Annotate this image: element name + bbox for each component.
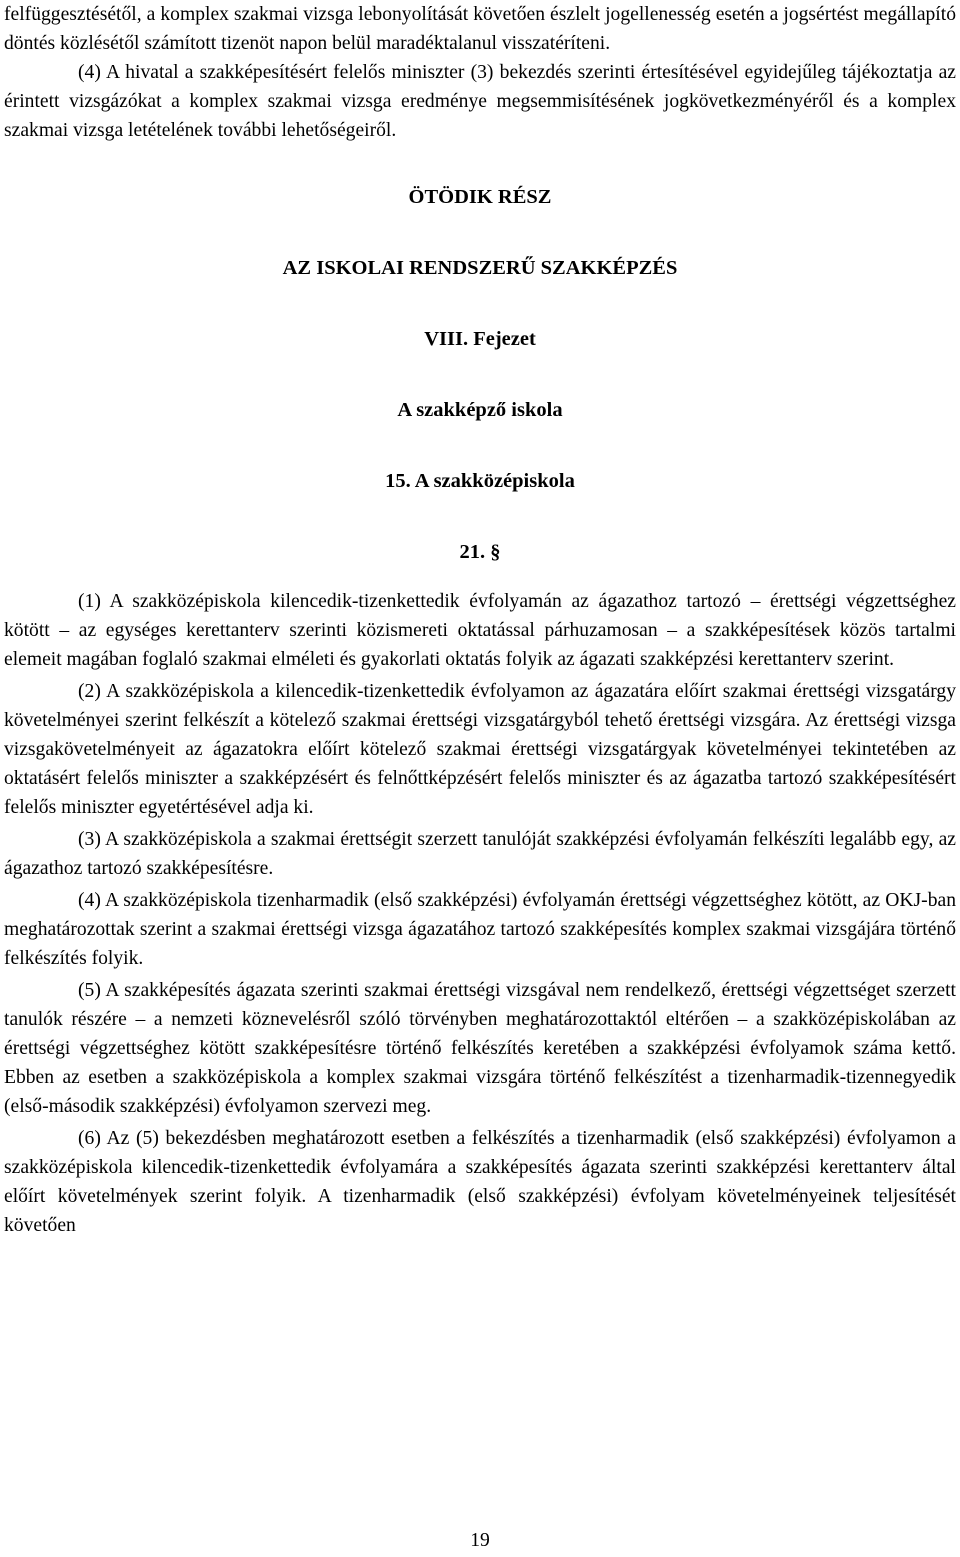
document-page — [4, 0, 956, 1240]
page-number: 19 — [470, 1530, 490, 1551]
continued-paragraph: felfüggesztésétől, a komplex szakmai vizsga lebonyolítását követően észlelt jogellenesség esetén a jogsértést megállapító döntés közlésétől számított tizenöt napon belül maradéktalanul visszatéríteni. — [4, 4, 956, 54]
paragraph-5: (5) A szakképesítés ágazata szerinti szakmai érettségi vizsgával nem rendelkező, érettségi végzettséget szerzett tanulók részére – a nemzeti köznevelésről szóló törvényben meghatározottaktól eltérően – a szakközépiskolában az érettségi végzettséghez kötött szakképesítésre történő felkészítés keretében a szakképzési évfolyamok száma kettő. Ebben az esetben a szakközépiskola a komplex szakmai vizsgára történő felkészítést a tizenharmadik-tizennegyedik (első-második szakképzési) évfolyamon szervezi meg. — [4, 980, 956, 1117]
section-heading: 15. A szakközépiskola — [385, 470, 575, 492]
chapter-heading: VIII. Fejezet — [424, 328, 536, 350]
paragraph-mark-heading: 21. § — [459, 541, 501, 563]
chapter-title-heading: A szakképző iskola — [397, 399, 563, 421]
paragraph-4-notification: (4) A hivatal a szakképesítésért felelős miniszter (3) bekezdés szerinti értesítésével egyidejűleg tájékoztatja az érintett vizsgázókat a komplex szakmai vizsga eredménye megsemmisítésének jogkövetkezményéről és a komplex szakmai vizsga letételének további lehetőségeiről. — [4, 62, 956, 141]
paragraph-3: (3) A szakközépiskola a szakmai érettségit szerzett tanulóját szakképzési évfolyamán felkészíti legalább egy, az ágazathoz tartozó szakképesítésre. — [4, 829, 956, 879]
part-heading: ÖTÖDIK RÉSZ — [408, 186, 552, 208]
paragraph-6: (6) Az (5) bekezdésben meghatározott esetben a felkészítés a tizenharmadik (első szakképzési) évfolyamon a szakközépiskola kilencedik-tizenkettedik évfolyamára a szakképesítés ágazata szerinti szakképzési kerettanterv által előírt követelmények szerint folyik. A tizenharmadik (első szakképzési) évfolyam követelményeinek teljesítését követően — [4, 1128, 956, 1236]
paragraph-2: (2) A szakközépiskola a kilencedik-tizenkettedik évfolyamon az ágazatára előírt szakmai érettségi vizsgatárgy követelményei szerint felkészít a kötelező szakmai érettségi vizsgatárgyból tehető érettségi vizsgára. Az érettségi vizsga vizsgakövetelményeit az ágazatokra előírt kötelező szakmai érettségi vizsgatárgyak követelményei tekintetében az oktatásért felelős miniszter a szakképzésért és felnőttképzésért felelős miniszter és az ágazatba tartozó szakképesítésért felelős miniszter egyetértésével adja ki. — [4, 681, 956, 818]
part-title-heading: AZ ISKOLAI RENDSZERŰ SZAKKÉPZÉS — [282, 257, 678, 279]
paragraph-4: (4) A szakközépiskola tizenharmadik (első szakképzési) évfolyamán érettségi végzettséghez kötött, az OKJ-ban meghatározottak szerint a szakmai érettségi vizsga ágazatához tartozó szakképesítés komplex szakmai vizsgájára történő felkészítés folyik. — [4, 890, 956, 969]
paragraph-1: (1) A szakközépiskola kilencedik-tizenkettedik évfolyamán az ágazathoz tartozó – érettségi végzettséghez kötött – az egységes kerettanterv szerinti közismereti oktatással párhuzamosan – a szakképesítések közös tartalmi elemeit magában foglaló szakmai elméleti és gyakorlati oktatás folyik az ágazati szakképzési kerettanterv szerint. — [4, 591, 956, 670]
